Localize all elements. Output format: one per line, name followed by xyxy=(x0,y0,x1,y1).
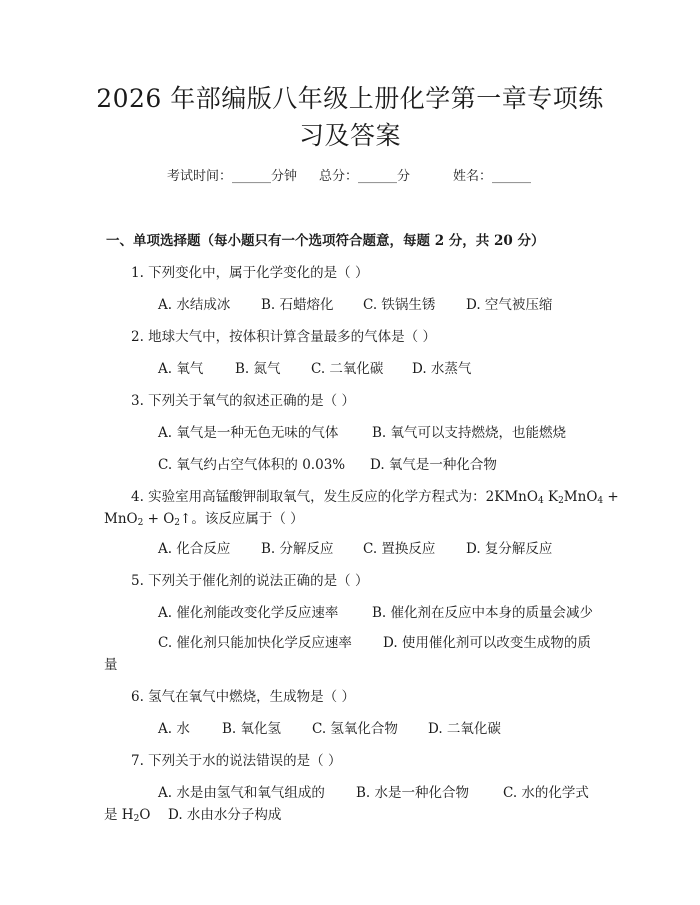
question-4-option-d: D. 复分解反应 xyxy=(466,541,553,557)
question-2-option-c: C. 二氧化碳 xyxy=(311,361,384,377)
question-7-formula-suffix: O xyxy=(139,807,151,823)
question-2: 2. 地球大气中，按体积计算含量最多的气体是（ ） xyxy=(131,329,436,345)
question-4-option-b: B. 分解反应 xyxy=(261,541,334,557)
question-2-option-d: D. 水蒸气 xyxy=(412,361,472,377)
question-3-option-d: D. 氧气是一种化合物 xyxy=(370,457,497,473)
question-5: 5. 下列关于催化剂的说法正确的是（ ） xyxy=(131,573,369,589)
question-7-formula-prefix: 是 H xyxy=(104,807,134,823)
question-1-option-b: B. 石蜡熔化 xyxy=(261,297,334,313)
question-2-option-a: A. 氧气 xyxy=(158,361,204,377)
question-6-option-c: C. 氢氧化合物 xyxy=(312,721,398,737)
student-name: 姓名：______ xyxy=(453,169,532,184)
question-7-option-d: D. 水由水分子构成 xyxy=(168,807,282,823)
exam-time: 考试时间：______分钟 xyxy=(167,169,298,184)
question-4-option-c: C. 置换反应 xyxy=(363,541,436,557)
document-title-line-2: 习及答案 xyxy=(298,121,401,150)
question-7: 7. 下列关于水的说法错误的是（ ） xyxy=(131,753,342,769)
question-4-stem-part-1: 4. 实验室用高锰酸钾制取氧气，发生反应的化学方程式为：2KMnO xyxy=(131,489,538,505)
question-3-option-b: B. 氧气可以支持燃烧，也能燃烧 xyxy=(372,425,567,441)
question-7-option-b: B. 水是一种化合物 xyxy=(356,785,470,801)
question-2-option-b: B. 氮气 xyxy=(235,361,281,377)
question-5-option-c: C. 催化剂只能加快化学反应速率 xyxy=(158,635,352,651)
question-4-option-a: A. 化合反应 xyxy=(158,541,231,557)
question-5-option-d-wrap: 量 xyxy=(104,657,118,673)
question-1-option-d: D. 空气被压缩 xyxy=(466,297,553,313)
question-4-line-2: $MnO_2 + O_2↑$。该反应属于（ ） xyxy=(104,511,304,528)
question-1-option-a: A. 水结成冰 xyxy=(158,297,231,313)
document-title-line-1: 2026 年部编版八年级上册化学第一章专项练 xyxy=(96,84,604,113)
question-7-option-c: C. 水的化学式 xyxy=(503,785,589,801)
question-4-stem-part-2: MnO xyxy=(104,511,138,527)
question-5-option-b: B. 催化剂在反应中本身的质量会减少 xyxy=(372,605,594,621)
question-4-line-1: 4. 实验室用高锰酸钾制取氧气，发生反应的化学方程式为：2KMnO$_4$ $K_2MnO_4$ + xyxy=(131,489,619,506)
question-3: 3. 下列关于氧气的叙述正确的是（ ） xyxy=(131,393,355,409)
question-6-option-a: A. 水 xyxy=(158,721,190,737)
question-7-option-c-wrap: 是 $H_2O$ xyxy=(104,807,151,824)
question-7-option-a: A. 水是由氢气和氧气组成的 xyxy=(158,785,325,801)
question-3-option-a: A. 氧气是一种无色无味的气体 xyxy=(158,425,339,441)
section-heading-single-choice: 一、单项选择题（每小题只有一个选项符合题意，每题 2 分，共 20 分） xyxy=(106,233,545,249)
question-4-stem-part-3: 。该反应属于（ ） xyxy=(191,511,304,527)
question-1: 1. 下列变化中，属于化学变化的是（ ） xyxy=(131,265,369,281)
question-5-option-a: A. 催化剂能改变化学反应速率 xyxy=(158,605,339,621)
question-1-option-c: C. 铁锅生锈 xyxy=(363,297,436,313)
total-score: 总分：______分 xyxy=(319,169,411,184)
question-6: 6. 氢气在氧气中燃烧，生成物是（ ） xyxy=(131,689,355,705)
question-5-option-d: D. 使用催化剂可以改变生成物的质 xyxy=(383,635,591,651)
question-3-option-c: C. 氧气约占空气体积的 0.03% xyxy=(158,457,346,473)
question-6-option-b: B. 氧化氢 xyxy=(222,721,282,737)
question-6-option-d: D. 二氧化碳 xyxy=(428,721,501,737)
